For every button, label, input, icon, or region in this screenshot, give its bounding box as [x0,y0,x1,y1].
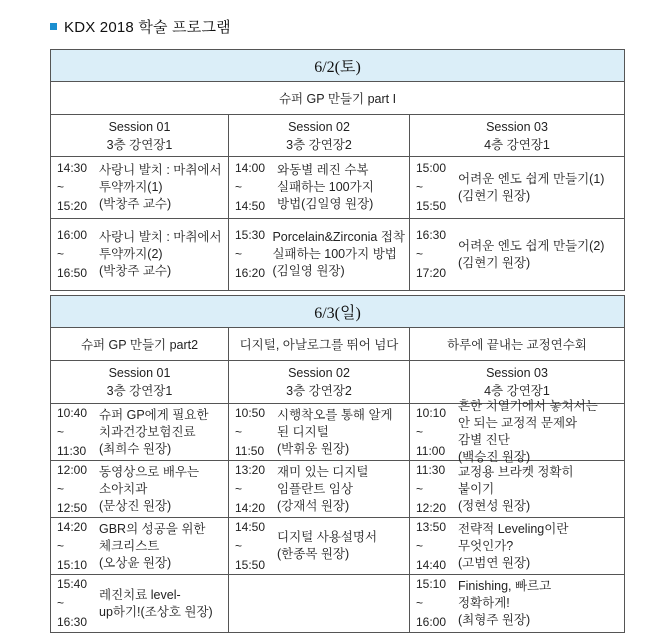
time-end: 16:00 [416,615,447,629]
time-end: 14:50 [235,199,266,213]
talk-row [51,518,624,575]
track-title: 슈퍼 GP 만들기 part I [278,92,397,106]
talk-cell [51,575,229,632]
talk-row [51,399,624,464]
talk-line: 치과건강보험진료 [99,424,196,439]
talk-line: (백승진 원장) [458,450,531,464]
bullet-square-icon [50,23,57,30]
talk-line: 임플란트 임상 [277,481,353,496]
talk-description [458,171,624,205]
talk-description [277,162,409,213]
talk-line: 흔한 치열기에서 놓쳐서는 [458,399,598,413]
talk-time [51,518,99,575]
talk-description [458,521,624,572]
talk-line: (고범연 원장) [458,555,531,570]
time-start: 14:00 [235,161,266,175]
talk-line: 실패하는 100가지 방법 [272,247,397,261]
session-name: Session 03 [486,119,548,134]
time-start: 14:20 [57,519,88,534]
talk-line: (박창주 교수) [99,197,172,211]
time-start: 15:10 [416,577,447,591]
talk-description [272,229,409,280]
talk-time [229,159,277,216]
talk-row [51,157,624,219]
time-end: 14:40 [416,557,447,572]
talk-time [410,518,458,575]
talk-line: (강재석 원장) [277,498,350,513]
talk-cell [51,157,229,218]
talk-row [51,575,624,632]
time-end: 11:30 [57,443,87,458]
day-table-june-2 [50,49,625,291]
program-title [50,15,231,37]
talk-cell [410,461,624,517]
talk-line: (김현기 원장) [458,188,531,203]
talk-line: GBR의 성공을 위한 [99,521,206,536]
time-sep: ~ [416,424,424,439]
talk-line: (오상윤 원장) [99,555,172,570]
talk-time [229,404,277,461]
session-name: Session 01 [108,366,171,380]
time-end: 16:20 [235,266,266,280]
talk-time [229,461,277,518]
talk-time [51,575,99,632]
talk-time [410,226,458,283]
talk-line: (최형주 원장) [458,613,531,627]
talk-description [277,464,409,515]
talk-row [51,461,624,518]
track-row [51,328,624,361]
talk-line: 소아치과 [99,481,148,496]
talk-description [277,529,409,563]
talk-line: (최희수 원장) [99,441,172,456]
talk-line: (한종목 원장) [277,547,350,561]
time-sep: ~ [416,596,424,610]
time-sep: ~ [235,247,243,261]
talk-description [99,407,228,458]
talk-line: 와동별 레진 수복 [277,163,369,177]
session-name: Session 03 [486,366,548,380]
time-end: 16:50 [57,266,88,280]
talk-line: 레진치료 level- [99,587,181,602]
talk-cell [410,575,624,632]
time-start: 13:50 [416,519,447,534]
talk-time [410,159,458,216]
talk-cell [229,518,410,574]
time-end: 15:10 [57,557,88,572]
talk-time [410,575,458,632]
talk-line: (문상진 원장) [99,498,172,513]
time-start: 16:00 [57,228,88,242]
track-title: 디지털, 아날로그를 뛰어 넘다 [229,328,410,360]
time-start: 10:10 [416,405,447,420]
talk-line: 슈퍼 GP에게 필요한 [99,407,209,422]
talk-line: 재미 있는 디지털 [277,464,369,479]
talk-line: (김현기 원장) [458,255,531,270]
talk-line: (박휘웅 원장) [277,441,350,456]
session-room: 3층 강연장1 [106,137,173,152]
time-end: 14:20 [235,500,266,515]
track-title: 하루에 끝내는 교정연수회 [447,338,587,352]
time-sep: ~ [57,180,65,194]
time-sep: ~ [416,481,424,496]
time-start: 15:00 [416,161,447,175]
talk-line: 된 디지털 [277,424,329,439]
talk-line: 투약까지(2) [99,247,163,261]
session-name: Session 02 [288,119,350,134]
time-start: 15:40 [57,577,88,591]
talk-line: (정현성 원장) [458,498,531,513]
session-room: 3층 강연장2 [286,137,352,152]
talk-time [229,518,277,575]
time-sep: ~ [57,538,65,553]
time-end: 15:50 [416,199,447,213]
time-sep: ~ [57,247,65,261]
talk-line: 안 되는 교정적 문제와 [458,416,578,430]
talk-line: 정확하게! [458,596,510,610]
session-room: 3층 강연장2 [286,384,352,398]
talk-cell [229,219,410,290]
time-start: 10:40 [57,405,88,420]
talk-cell [51,518,229,574]
talk-time [51,159,99,216]
talk-description [99,162,228,213]
talk-line: 동영상으로 배우는 [99,464,200,479]
talk-line: 실패하는 100가지 [277,180,374,194]
talk-line: Porcelain&Zirconia 접착 [272,230,405,244]
talk-line: 붙이기 [458,481,495,496]
day-date: 6/3(일) [51,296,624,328]
time-end: 16:30 [57,615,88,629]
talk-description [277,407,409,458]
talk-line: (박창주 교수) [99,264,172,278]
session-room: 3층 강연장1 [106,384,173,398]
time-start: 11:30 [416,462,446,477]
time-end: 15:50 [235,557,266,572]
talk-description [99,587,228,621]
talk-time [51,461,99,518]
talk-line: 어려운 엔도 쉽게 만들기(1) [458,171,605,186]
talk-time [51,404,99,461]
talk-description [458,578,624,629]
talk-time [410,461,458,518]
talk-line: 교정용 브라켓 정확히 [458,464,574,479]
talk-description [458,398,624,466]
time-sep: ~ [57,481,65,496]
talk-line: 사랑니 발치 : 마취에서 [99,163,222,177]
talk-line: 사랑니 발치 : 마취에서 [99,230,222,244]
time-sep: ~ [235,424,243,439]
talk-line: 어려운 엔도 쉽게 만들기(2) [458,238,605,253]
time-start: 13:20 [235,462,266,477]
time-start: 12:00 [57,462,88,477]
time-start: 15:30 [235,228,266,242]
time-sep: ~ [235,481,243,496]
time-end: 11:50 [235,443,265,458]
talk-cell [410,219,624,290]
talk-cell [51,404,229,460]
talk-row [51,219,624,290]
time-sep: ~ [57,424,65,439]
time-end: 12:50 [57,500,88,515]
time-sep: ~ [416,247,424,261]
time-sep: ~ [416,538,424,553]
time-start: 14:30 [57,161,88,175]
talk-time [229,226,272,283]
time-start: 14:50 [235,519,266,534]
talk-cell [410,399,624,464]
day-date: 6/2(토) [51,50,624,82]
talk-cell [229,461,410,517]
talk-cell [410,157,624,218]
talk-line: 디지털 사용설명서 [277,530,378,544]
time-sep: ~ [416,180,424,194]
talk-time [51,226,99,283]
talk-description [99,521,228,572]
session-room: 4층 강연장1 [484,384,550,398]
empty-cell [229,575,410,632]
talk-line: up하기!(조상호 원장) [99,604,213,619]
talk-line: 무엇인가? [458,538,514,553]
talk-line: 시행착오를 통해 알게 [277,407,393,422]
talk-cell [410,518,624,574]
time-end: 17:20 [416,266,447,280]
time-sep: ~ [235,538,243,553]
talk-line: 방법(김일영 원장) [277,197,374,211]
program-title-text: KDX 2018 학술 프로그램 [64,18,231,36]
talk-time [410,404,458,461]
session-name: Session 02 [288,366,350,380]
session-name: Session 01 [108,119,171,134]
talk-description [99,229,228,280]
talk-line: 투약까지(1) [99,180,163,194]
talk-line: 감별 진단 [458,433,510,447]
talk-description [458,238,624,272]
session-header-row [51,115,624,157]
talk-cell [229,157,410,218]
talk-line: Finishing, 빠르고 [458,579,552,593]
time-end: 11:00 [416,443,446,458]
time-start: 16:30 [416,228,447,242]
talk-line: 전략적 Leveling이란 [458,521,569,536]
talk-description [458,464,624,515]
talk-cell [229,404,410,460]
talk-line: 체크리스트 [99,538,160,553]
day-table-june-3 [50,295,625,633]
talk-cell [51,219,229,290]
talk-line: (김일영 원장) [272,264,345,278]
talk-cell [51,461,229,517]
time-sep: ~ [235,180,243,194]
track-title: 슈퍼 GP 만들기 part2 [51,328,229,360]
time-start: 10:50 [235,405,266,420]
time-end: 15:20 [57,199,88,213]
session-room: 4층 강연장1 [484,137,550,152]
talk-description [99,464,228,515]
time-end: 12:20 [416,500,447,515]
time-sep: ~ [57,596,65,610]
